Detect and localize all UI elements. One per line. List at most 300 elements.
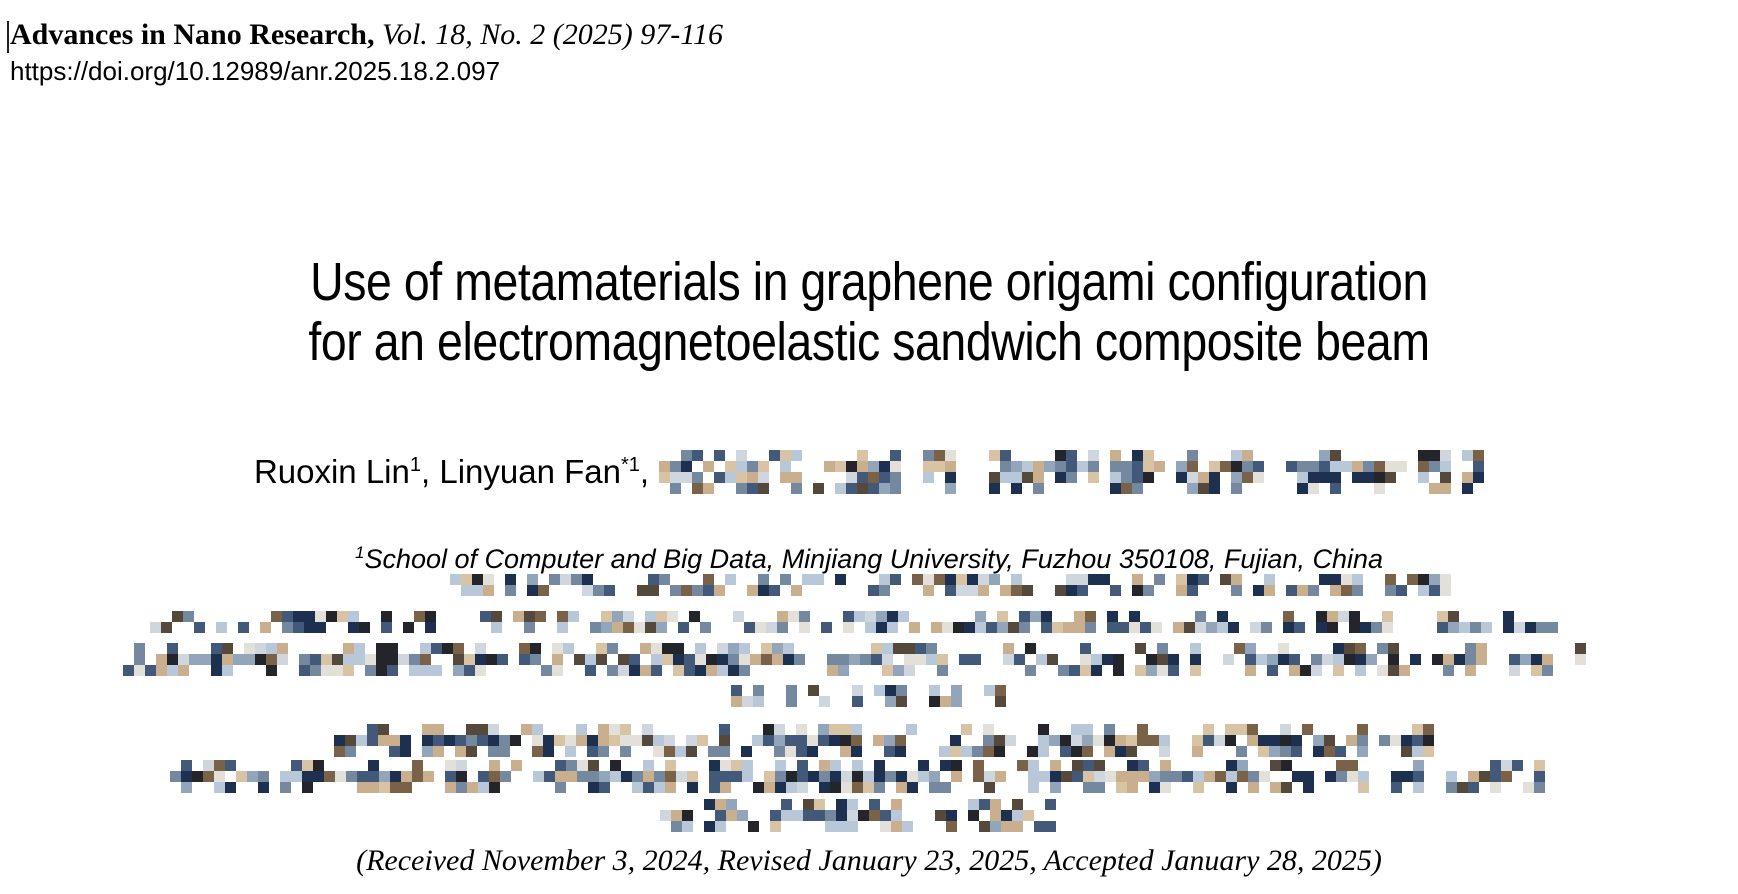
mosaic-cell xyxy=(1124,643,1135,654)
mosaic-cell xyxy=(1374,450,1385,461)
mosaic-cell xyxy=(972,724,983,735)
mosaic-cell xyxy=(1410,654,1421,665)
mosaic-cell xyxy=(1124,654,1135,665)
mosaic-cell xyxy=(637,585,648,596)
mosaic-cell xyxy=(477,724,488,735)
mosaic-cell xyxy=(1217,611,1228,622)
mosaic-cell xyxy=(511,760,522,771)
mosaic-cell xyxy=(926,643,937,654)
authors-line xyxy=(0,450,1738,494)
affiliation-1 xyxy=(0,537,1738,575)
mosaic-cell xyxy=(315,622,326,633)
mosaic-cell xyxy=(631,746,642,757)
mosaic-cell xyxy=(1165,461,1176,472)
mosaic-cell xyxy=(654,760,665,771)
mosaic-cell xyxy=(1534,782,1545,793)
mosaic-cell xyxy=(858,810,869,821)
mosaic-cell xyxy=(695,654,706,665)
mosaic-cell xyxy=(475,643,486,654)
mosaic-cell xyxy=(563,665,574,676)
mosaic-cell xyxy=(1401,735,1412,746)
mosaic-cell xyxy=(1011,461,1022,472)
redacted-affiliation-2 xyxy=(450,574,1451,596)
mosaic-cell xyxy=(588,760,599,771)
mosaic-cell xyxy=(1336,782,1347,793)
mosaic-cell xyxy=(736,472,747,483)
mosaic-cell xyxy=(1160,771,1171,782)
mosaic-cell xyxy=(698,782,709,793)
mosaic-cell xyxy=(387,643,398,654)
mosaic-cell xyxy=(791,585,802,596)
mosaic-cell xyxy=(928,724,939,735)
mosaic-cell xyxy=(656,611,667,622)
mosaic-cell xyxy=(412,760,423,771)
mosaic-cell xyxy=(1369,782,1380,793)
mosaic-cell xyxy=(714,483,725,494)
mosaic-cell xyxy=(1000,574,1011,585)
mosaic-cell xyxy=(953,611,964,622)
mosaic-cell xyxy=(1170,735,1181,746)
mosaic-cell xyxy=(642,724,653,735)
mosaic-cell xyxy=(1424,760,1435,771)
mosaic-cell xyxy=(868,483,879,494)
mosaic-cell xyxy=(929,782,940,793)
mosaic-cell xyxy=(1418,450,1429,461)
mosaic-cell xyxy=(808,696,819,707)
mosaic-cell xyxy=(1330,585,1341,596)
mosaic-cell xyxy=(1368,735,1379,746)
mosaic-cell xyxy=(225,760,236,771)
mosaic-cell xyxy=(1003,665,1014,676)
mosaic-cell xyxy=(918,771,929,782)
mosaic-cell xyxy=(824,574,835,585)
mosaic-cell xyxy=(703,585,714,596)
mosaic-cell xyxy=(367,724,378,735)
mosaic-cell xyxy=(791,483,802,494)
mosaic-cell xyxy=(1388,654,1399,665)
mosaic-cell xyxy=(671,821,682,832)
mosaic-cell xyxy=(736,450,747,461)
mosaic-cell xyxy=(1016,735,1027,746)
mosaic-cell xyxy=(656,622,667,633)
mosaic-cell xyxy=(1437,622,1448,633)
mosaic-cell xyxy=(203,782,214,793)
mosaic-cell xyxy=(579,622,590,633)
mosaic-cell xyxy=(1242,472,1253,483)
mosaic-cell xyxy=(508,665,519,676)
mosaic-cell xyxy=(681,574,692,585)
mosaic-cell xyxy=(1173,611,1184,622)
mosaic-cell xyxy=(299,643,310,654)
mosaic-cell xyxy=(659,472,670,483)
mosaic-cell xyxy=(874,696,885,707)
mosaic-cell xyxy=(1027,746,1038,757)
mosaic-cell xyxy=(1005,724,1016,735)
mosaic-cell xyxy=(1179,665,1190,676)
mosaic-cell xyxy=(538,574,549,585)
mosaic-cell xyxy=(673,654,684,665)
mosaic-cell xyxy=(409,654,420,665)
mosaic-cell xyxy=(247,782,258,793)
mosaic-cell xyxy=(398,654,409,665)
mosaic-cell xyxy=(499,735,510,746)
mosaic-cell xyxy=(896,685,907,696)
mosaic-cell xyxy=(1102,665,1113,676)
mosaic-cell xyxy=(665,760,676,771)
mosaic-cell xyxy=(838,654,849,665)
mosaic-cell xyxy=(486,665,497,676)
author-2-name: Linyuan Fan xyxy=(439,453,621,490)
mosaic-cell xyxy=(978,483,989,494)
mosaic-cell xyxy=(1113,654,1124,665)
mosaic-cell xyxy=(1396,450,1407,461)
mosaic-cell xyxy=(442,643,453,654)
mosaic-cell xyxy=(1077,585,1088,596)
mosaic-cell xyxy=(1429,483,1440,494)
mosaic-cell xyxy=(1047,643,1058,654)
mosaic-cell xyxy=(1176,472,1187,483)
mosaic-cell xyxy=(1102,654,1113,665)
mosaic-cell xyxy=(838,643,849,654)
mosaic-cell xyxy=(907,760,918,771)
mosaic-cell xyxy=(797,771,808,782)
mosaic-cell xyxy=(1413,760,1424,771)
mosaic-cell xyxy=(1096,622,1107,633)
mosaic-cell xyxy=(1462,461,1473,472)
mosaic-cell xyxy=(1564,643,1575,654)
mosaic-cell xyxy=(673,665,684,676)
mosaic-cell xyxy=(898,611,909,622)
mosaic-cell xyxy=(659,483,670,494)
mosaic-cell xyxy=(852,771,863,782)
mosaic-cell xyxy=(1055,461,1066,472)
doi-link[interactable]: https://doi.org/10.12989/anr.2025.18.2.097 xyxy=(10,56,501,86)
mosaic-cell xyxy=(178,643,189,654)
mosaic-cell xyxy=(1264,472,1275,483)
mosaic-cell xyxy=(1110,483,1121,494)
mosaic-cell xyxy=(659,574,670,585)
mosaic-cell xyxy=(885,782,896,793)
mosaic-cell xyxy=(951,696,962,707)
mosaic-cell xyxy=(1457,782,1468,793)
mosaic-cell xyxy=(477,735,488,746)
mosaic-cell xyxy=(895,724,906,735)
mosaic-cell xyxy=(814,810,825,821)
mosaic-cell xyxy=(1045,821,1056,832)
mosaic-cell xyxy=(1209,585,1220,596)
mosaic-cell xyxy=(863,782,874,793)
mosaic-cell xyxy=(681,585,692,596)
mosaic-cell xyxy=(1286,574,1297,585)
mosaic-cell xyxy=(879,585,890,596)
mosaic-cell xyxy=(1349,611,1360,622)
mosaic-cell xyxy=(1038,746,1049,757)
mosaic-cell xyxy=(574,654,585,665)
mosaic-cell xyxy=(387,665,398,676)
mosaic-cell xyxy=(978,585,989,596)
mosaic-cell xyxy=(1520,665,1531,676)
mosaic-cell xyxy=(1341,461,1352,472)
mosaic-cell xyxy=(1512,760,1523,771)
mosaic-cell xyxy=(156,665,167,676)
mosaic-cell xyxy=(192,760,203,771)
mosaic-cell xyxy=(825,810,836,821)
mosaic-cell xyxy=(1107,622,1118,633)
mosaic-cell xyxy=(1132,483,1143,494)
mosaic-cell xyxy=(1410,665,1421,676)
mosaic-cell xyxy=(629,654,640,665)
mosaic-cell xyxy=(807,724,818,735)
mosaic-cell xyxy=(621,771,632,782)
mosaic-cell xyxy=(280,771,291,782)
mosaic-cell xyxy=(554,735,565,746)
mosaic-cell xyxy=(1253,450,1264,461)
mosaic-cell xyxy=(725,483,736,494)
mosaic-cell xyxy=(255,643,266,654)
mosaic-cell xyxy=(770,799,781,810)
mosaic-cell xyxy=(599,782,610,793)
mosaic-cell xyxy=(1047,654,1058,665)
mosaic-cell xyxy=(557,611,568,622)
mosaic-cell xyxy=(522,760,533,771)
mosaic-cell xyxy=(824,585,835,596)
mosaic-cell xyxy=(1429,450,1440,461)
mosaic-cell xyxy=(1270,760,1281,771)
mosaic-cell xyxy=(995,760,1006,771)
mosaic-cell xyxy=(532,724,543,735)
mosaic-cell xyxy=(497,654,508,665)
mosaic-cell xyxy=(986,622,997,633)
mosaic-cell xyxy=(1501,782,1512,793)
mosaic-cell xyxy=(544,782,555,793)
mosaic-cell xyxy=(1049,724,1060,735)
mosaic-cell xyxy=(1300,654,1311,665)
mosaic-cell xyxy=(973,760,984,771)
mosaic-cell xyxy=(1457,760,1468,771)
mosaic-cell xyxy=(400,735,411,746)
mosaic-cell xyxy=(1531,654,1542,665)
mosaic-cell xyxy=(1056,799,1067,810)
mosaic-cell xyxy=(1187,461,1198,472)
mosaic-cell xyxy=(1448,611,1459,622)
mosaic-cell xyxy=(1283,622,1294,633)
mosaic-cell xyxy=(1402,782,1413,793)
mosaic-cell xyxy=(640,643,651,654)
mosaic-cell xyxy=(871,643,882,654)
mosaic-cell xyxy=(1308,483,1319,494)
mosaic-cell xyxy=(821,622,832,633)
mosaic-cell xyxy=(1011,450,1022,461)
mosaic-cell xyxy=(1104,735,1115,746)
mosaic-cell xyxy=(1082,724,1093,735)
mosaic-cell xyxy=(555,760,566,771)
mosaic-cell xyxy=(1027,735,1038,746)
mosaic-cell xyxy=(1479,760,1490,771)
mosaic-cell xyxy=(1269,746,1280,757)
mosaic-cell xyxy=(398,643,409,654)
mosaic-cell xyxy=(1429,461,1440,472)
mosaic-cell xyxy=(483,585,494,596)
mosaic-cell xyxy=(1267,643,1278,654)
mosaic-cell xyxy=(189,665,200,676)
mosaic-cell xyxy=(1033,483,1044,494)
mosaic-cell xyxy=(1314,771,1325,782)
mosaic-cell xyxy=(961,746,972,757)
mosaic-cell xyxy=(1385,585,1396,596)
mosaic-cell xyxy=(521,746,532,757)
mosaic-cell xyxy=(1129,611,1140,622)
mosaic-cell xyxy=(167,665,178,676)
mosaic-cell xyxy=(830,782,841,793)
mosaic-cell xyxy=(990,821,1001,832)
mosaic-cell xyxy=(466,724,477,735)
mosaic-cell xyxy=(414,611,425,622)
mosaic-cell xyxy=(444,746,455,757)
mosaic-cell xyxy=(819,760,830,771)
mosaic-cell xyxy=(1520,654,1531,665)
mosaic-cell xyxy=(1280,724,1291,735)
mosaic-cell xyxy=(973,771,984,782)
mosaic-cell xyxy=(880,799,891,810)
mosaic-cell xyxy=(269,771,280,782)
mosaic-cell xyxy=(1289,654,1300,665)
mosaic-cell xyxy=(368,760,379,771)
mosaic-cell xyxy=(810,622,821,633)
mosaic-cell xyxy=(1105,771,1116,782)
mosaic-cell xyxy=(1297,483,1308,494)
mosaic-cell xyxy=(1038,724,1049,735)
mosaic-cell xyxy=(1432,654,1443,665)
mosaic-cell xyxy=(621,760,632,771)
mosaic-cell xyxy=(1135,654,1146,665)
mosaic-cell xyxy=(299,654,310,665)
mosaic-cell xyxy=(1014,654,1025,665)
mosaic-cell xyxy=(836,810,847,821)
mosaic-cell xyxy=(1209,483,1220,494)
mosaic-cell xyxy=(552,654,563,665)
mosaic-cell xyxy=(1146,665,1157,676)
mosaic-cell xyxy=(792,810,803,821)
mosaic-cell xyxy=(271,622,282,633)
mosaic-cell xyxy=(225,782,236,793)
mosaic-cell xyxy=(739,665,750,676)
mosaic-cell xyxy=(1034,799,1045,810)
mosaic-cell xyxy=(1067,799,1078,810)
mosaic-cell xyxy=(455,746,466,757)
mosaic-cell xyxy=(409,665,420,676)
mosaic-cell xyxy=(1036,654,1047,665)
mosaic-cell xyxy=(455,735,466,746)
mosaic-cell xyxy=(893,643,904,654)
mosaic-cell xyxy=(902,810,913,821)
mosaic-cell xyxy=(1413,771,1424,782)
mosaic-cell xyxy=(304,622,315,633)
mosaic-cell xyxy=(1044,483,1055,494)
mosaic-cell xyxy=(945,585,956,596)
mosaic-cell xyxy=(901,472,912,483)
mosaic-cell xyxy=(737,810,748,821)
mosaic-cell xyxy=(1440,574,1451,585)
mosaic-cell xyxy=(1443,654,1454,665)
mosaic-cell xyxy=(788,622,799,633)
mosaic-cell xyxy=(1050,760,1061,771)
mosaic-cell xyxy=(1435,782,1446,793)
mosaic-cell xyxy=(365,643,376,654)
mosaic-cell xyxy=(1231,574,1242,585)
mosaic-cell xyxy=(876,611,887,622)
mosaic-cell xyxy=(1341,585,1352,596)
mosaic-cell xyxy=(896,771,907,782)
mosaic-cell xyxy=(554,724,565,735)
mosaic-cell xyxy=(1253,574,1264,585)
mosaic-cell xyxy=(868,461,879,472)
mosaic-cell xyxy=(1352,461,1363,472)
mosaic-cell xyxy=(660,799,671,810)
mosaic-cell xyxy=(1305,622,1316,633)
mosaic-cell xyxy=(632,771,643,782)
mosaic-cell xyxy=(346,760,357,771)
mosaic-cell xyxy=(1055,483,1066,494)
mosaic-cell xyxy=(961,724,972,735)
mosaic-cell xyxy=(717,665,728,676)
mosaic-cell xyxy=(934,450,945,461)
mosaic-cell xyxy=(827,643,838,654)
mosaic-cell xyxy=(1404,622,1415,633)
mosaic-cell xyxy=(535,622,546,633)
redacted-affiliation-7 xyxy=(170,760,1567,793)
mosaic-cell xyxy=(1165,585,1176,596)
mosaic-cell xyxy=(1107,611,1118,622)
mosaic-cell xyxy=(609,735,620,746)
mosaic-cell xyxy=(852,696,863,707)
mosaic-cell xyxy=(937,643,948,654)
mosaic-cell xyxy=(565,746,576,757)
mosaic-cell xyxy=(1352,574,1363,585)
mosaic-cell xyxy=(995,685,1006,696)
mosaic-cell xyxy=(1357,746,1368,757)
mosaic-cell xyxy=(433,735,444,746)
mosaic-cell xyxy=(670,585,681,596)
mosaic-cell xyxy=(1390,746,1401,757)
mosaic-cell xyxy=(851,746,862,757)
mosaic-cell xyxy=(181,782,192,793)
mosaic-cell xyxy=(1121,461,1132,472)
mosaic-cell xyxy=(379,760,390,771)
mosaic-cell xyxy=(527,574,538,585)
mosaic-cell xyxy=(715,799,726,810)
mosaic-cell xyxy=(370,622,381,633)
mosaic-cell xyxy=(1082,746,1093,757)
mosaic-cell xyxy=(772,643,783,654)
mosaic-cell xyxy=(1512,782,1523,793)
mosaic-cell xyxy=(532,735,543,746)
mosaic-cell xyxy=(747,585,758,596)
mosaic-cell xyxy=(697,735,708,746)
mosaic-cell xyxy=(588,782,599,793)
mosaic-cell xyxy=(1267,665,1278,676)
mosaic-cell xyxy=(466,746,477,757)
mosaic-cell xyxy=(681,461,692,472)
mosaic-cell xyxy=(475,654,486,665)
mosaic-cell xyxy=(692,585,703,596)
mosaic-cell xyxy=(913,810,924,821)
mosaic-cell xyxy=(288,643,299,654)
mosaic-cell xyxy=(1223,643,1234,654)
mosaic-cell xyxy=(915,665,926,676)
mosaic-cell xyxy=(748,810,759,821)
mosaic-cell xyxy=(662,654,673,665)
mosaic-cell xyxy=(1358,782,1369,793)
